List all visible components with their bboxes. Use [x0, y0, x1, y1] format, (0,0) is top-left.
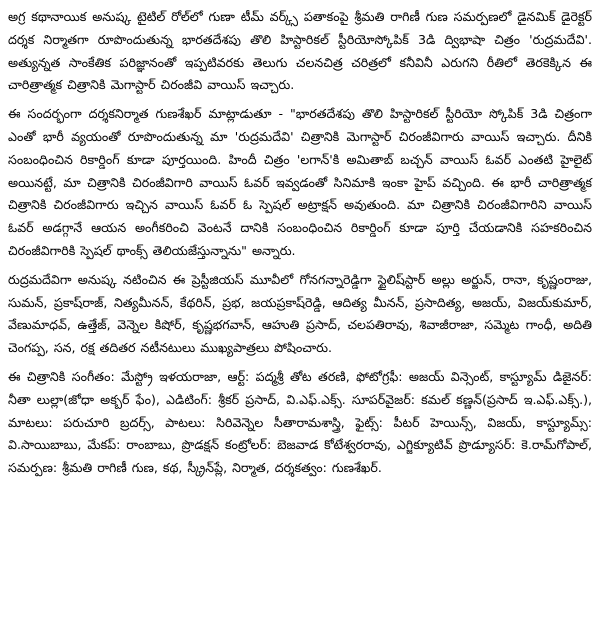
article-paragraph-intro: అగ్ర కథానాయిక అనుష్క టైటిల్ రోల్‌లో గుణా టీమ్ వర్క్స్ పతాకంపై శ్రీమతి రాగిణీ గుణ సమర్పణలో డైనమిక్ డైరెక్టర్ దర్శక నిర్మాతగా రూపొందుతున్న భారతదేశపు తొలి హిస్టారికల్ స్టీరియోస్కోపిక్ 3డి ద్విభాషా చిత్రం 'రుద్రమదేవి'. అత్యున్నత సాంకేతిక పరిజ్ఞానంతో ఇప్పటివరకు తెలుగు చలనచిత్ర చరిత్రలో కనీవినీ ఎరుగని రీతిలో తెరకెక్కిన ఈ చారిత్రాత్మక చిత్రానికి మెగాస్టార్ చిరంజీవి వాయిస్ ఇచ్చారు. — [8, 9, 592, 93]
article-paragraph-crew: ఈ చిత్రానికి సంగీతం: మేస్ట్రో ఇళయరాజా, ఆర్ట్: పద్మశ్రీ తోట తరణి, ఫోటోగ్రఫీ: అజయ్ విన్సెంట్, కాస్ట్యూమ్ డిజైనర్: నీతా లుల్లా(జోధా అక్బర్ ఫేం), ఎడిటింగ్: శ్రీకర్ ప్రసాద్, వి.ఎఫ్.ఎక్స్. సూపర్‌వైజర్: కమల్ కణ్ణన్(ప్రసాద్ ఇ.ఎఫ్.ఎక్స్.), మాటలు: పరుచూరి బ్రదర్స్, పాటలు: సిరివెన్నెల సీతారామశాస్త్రి, ఫైట్స్: పీటర్ హెయిన్స్, విజయ్, కాస్ట్యూమ్స్: వి.సాయిబాబు, మేకప్: రాంబాబు, ప్రొడక్షన్ కంట్రోలర్: బెజవాడ కోటేశ్వరరావు, ఎగ్జిక్యూటివ్ ప్రొడ్యూసర్: కె.రామ్‌గోపాల్, సమర్పణ: శ్రీమతి రాగిణీ గుణ, కథ, స్క్రీన్‌ప్లే, నిర్మాత, దర్శకత్వం: గుణశేఖర్. — [8, 368, 592, 476]
article-paragraph-cast: రుద్రమదేవిగా అనుష్క నటించిన ఈ ప్రెస్టీజియస్ మూవీలో గోనగన్నారెడ్డిగా స్టైలిష్‌స్టార్ అల్లు అర్జున్, రానా, కృష్ణంరాజు, సుమన్, ప్రకాష్‌రాజ్, నిత్యమీనన్, కేథరిన్, ప్రభ, జయప్రకాష్‌రెడ్డి, ఆదిత్య మీనన్, ప్రసాదిత్య, అజయ్, విజయ్‌కుమార్, వేణుమాధవ్, ఉత్తేజ్, వెన్నెల కిషోర్, కృష్ణభగవాన్, ఆహుతి ప్రసాద్, చలపతిరావు, శివాజీరాజా, సమ్మెట గాంధీ, అదితి చెంగప్ప, సన, రక్ష తదితర నటీనటులు ముఖ్యపాత్రలు పోషించారు. — [8, 271, 592, 356]
article-paragraph-director-quote: ఈ సందర్భంగా దర్శకనిర్మాత గుణశేఖర్ మాట్లాడుతూ - "భారతదేశపు తొలి హిస్టారికల్ స్టీరియో స్కోపిక్ 3డి చిత్రంగా ఎంతో భారీ వ్యయంతో రూపొందుతున్న మా 'రుద్రమదేవి' చిత్రానికి మెగాస్టార్ చిరంజీవిగారు వాయిస్ ఇచ్చారు. దీనికి సంబంధించిన రికార్డింగ్ కూడా పూర్తయింది. హిందీ చిత్రం 'లగాన్'కి అమితాబ్ బచ్చన్ వాయిస్ ఓవర్ ఎంతటి హైలైట్ అయినట్టే, మా చిత్రానికి చిరంజీవిగారి వాయిస్ ఓవర్ ఇవ్వడంతో సినిమాకి ఇంకా హైప్ వచ్చింది. ఈ భారీ చారిత్రాత్మక చిత్రానికి చిరంజీవిగారు ఇచ్చిన వాయిస్ ఓవర్ ఓ స్పెషల్ అట్రాక్షన్ అవుతుంది. మా చిత్రానికి చిరంజీవిగారిని వాయిస్ ఓవర్ అడగ్గానే ఆయన అంగీకరించి వెంటనే దానికి సంబంధించిన రికార్డింగ్ కూడా పూర్తి చేయడానికి సహకరించిన చిరంజీవిగారికి స్పెషల్ థాంక్స్ తెలియజేస్తున్నాను" అన్నారు. — [8, 106, 592, 258]
